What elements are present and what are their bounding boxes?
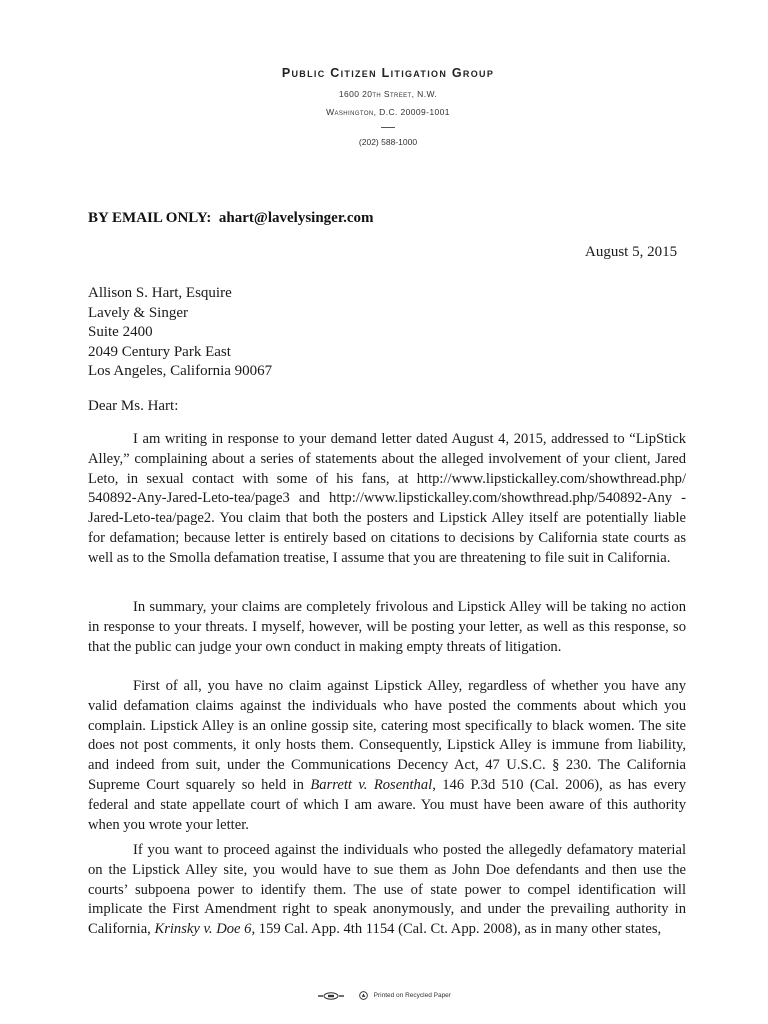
paragraph-4-part-a: If you want to proceed against the individuals who posted the allegedly defamatory material on the Lipstick Alley site, you would have to sue them as John Doe defendants and then use the courts’ subpoena power to identify them. The use of state power to compel identification will implicate the First Amendment right to speak anonymously, and under the prevailing authority in California, xyxy=(88,842,686,938)
union-bug-icon xyxy=(317,992,345,1000)
recipient-name: Allison S. Hart, Esquire xyxy=(88,285,232,301)
recycled-paper-note: Printed on Recycled Paper xyxy=(373,992,451,999)
paragraph-2 xyxy=(88,598,686,657)
page-footer xyxy=(0,991,768,1000)
paragraph-4-text xyxy=(88,841,686,940)
recipient-suite: Suite 2400 xyxy=(88,324,153,340)
recipient-email: ahart@lavelysinger.com xyxy=(218,210,374,226)
street-address: 1600 20th Street, N.W. xyxy=(338,89,438,99)
recycle-icon xyxy=(359,991,368,1000)
city-address: Washington, D.C. 20009-1001 xyxy=(326,107,450,117)
paragraph-4-part-b: , 159 Cal. App. 4th 1154 (Cal. Ct. App. 2008), as in many other states, xyxy=(251,921,662,938)
salutation: Dear Ms. Hart: xyxy=(88,398,179,414)
recipient-city: Los Angeles, California 90067 xyxy=(88,363,273,379)
delivery-label: BY EMAIL ONLY: xyxy=(88,210,212,226)
recipient-firm: Lavely & Singer xyxy=(88,304,188,321)
recipient-street: 2049 Century Park East xyxy=(88,343,231,360)
case-citation-barrett: Barrett v. Rosenthal xyxy=(310,776,433,793)
paragraph-2-text: In summary, your claims are completely frivolous and Lipstick Alley will be taking no action in response to your threats. I myself, however, will be posting your letter, as well as this response, so that the public can judge your own conduct in making empty threats of litigation. xyxy=(88,599,686,655)
paragraph-3-part-a: First of all, you have no claim against Lipstick Alley, regardless of whether you have any valid defamation claims against the individuals who have posted the comments about which you complain. Lipstick Alley is an online gossip site, catering most specifically to black women. The site does not post comments, it only hosts them. Consequently, Lipstick Alley is immune from liability, and indeed from suit, under the Communications Decency Act, 47 U.S.C. § 230. The California Supreme Court squarely so held in xyxy=(88,678,686,793)
letter-date: August 5, 2015 xyxy=(585,244,678,260)
paragraph-1-text: I am writing in response to your demand letter dated August 4, 2015, addressed to “LipStick Alley,” complaining about a series of statements about the alleged involvement of your client, Jared Leto, in sexual contact with some of his fans, at http://www.lipstickalley.com/showthread.php/ 540892-Any-Jared-Leto-tea/page3 and http://www.lipstickalley.com/showthread.php/540892-Any -Jared-Leto-tea/page2. You claim that both the posters and Lipstick Alley itself are potentially liable for defamation; because letter is entirely based on citations to decisions by California state courts as well as to the Smolla defamation treatise, I assume that you are threatening to file suit in California. xyxy=(88,431,686,566)
paragraph-3-text xyxy=(88,677,686,835)
letterhead xyxy=(0,66,768,147)
recipient-address-block xyxy=(88,284,272,382)
organization-name: Public Citizen Litigation Group xyxy=(281,66,495,80)
phone-number: (202) 588-1000 xyxy=(358,137,418,147)
delivery-method-line xyxy=(88,210,374,227)
case-citation-krinsky: Krinsky v. Doe 6 xyxy=(154,921,252,938)
paragraph-1 xyxy=(88,430,686,569)
paragraph-3-part-b: , 146 P.3d 510 (Cal. 2006), as has every federal and state appellate court of which I am aware. You must have been aware of this authority when you wrote your letter. xyxy=(88,776,686,833)
paragraph-4 xyxy=(88,841,686,940)
letterhead-divider xyxy=(381,127,395,128)
paragraph-3 xyxy=(88,677,686,835)
